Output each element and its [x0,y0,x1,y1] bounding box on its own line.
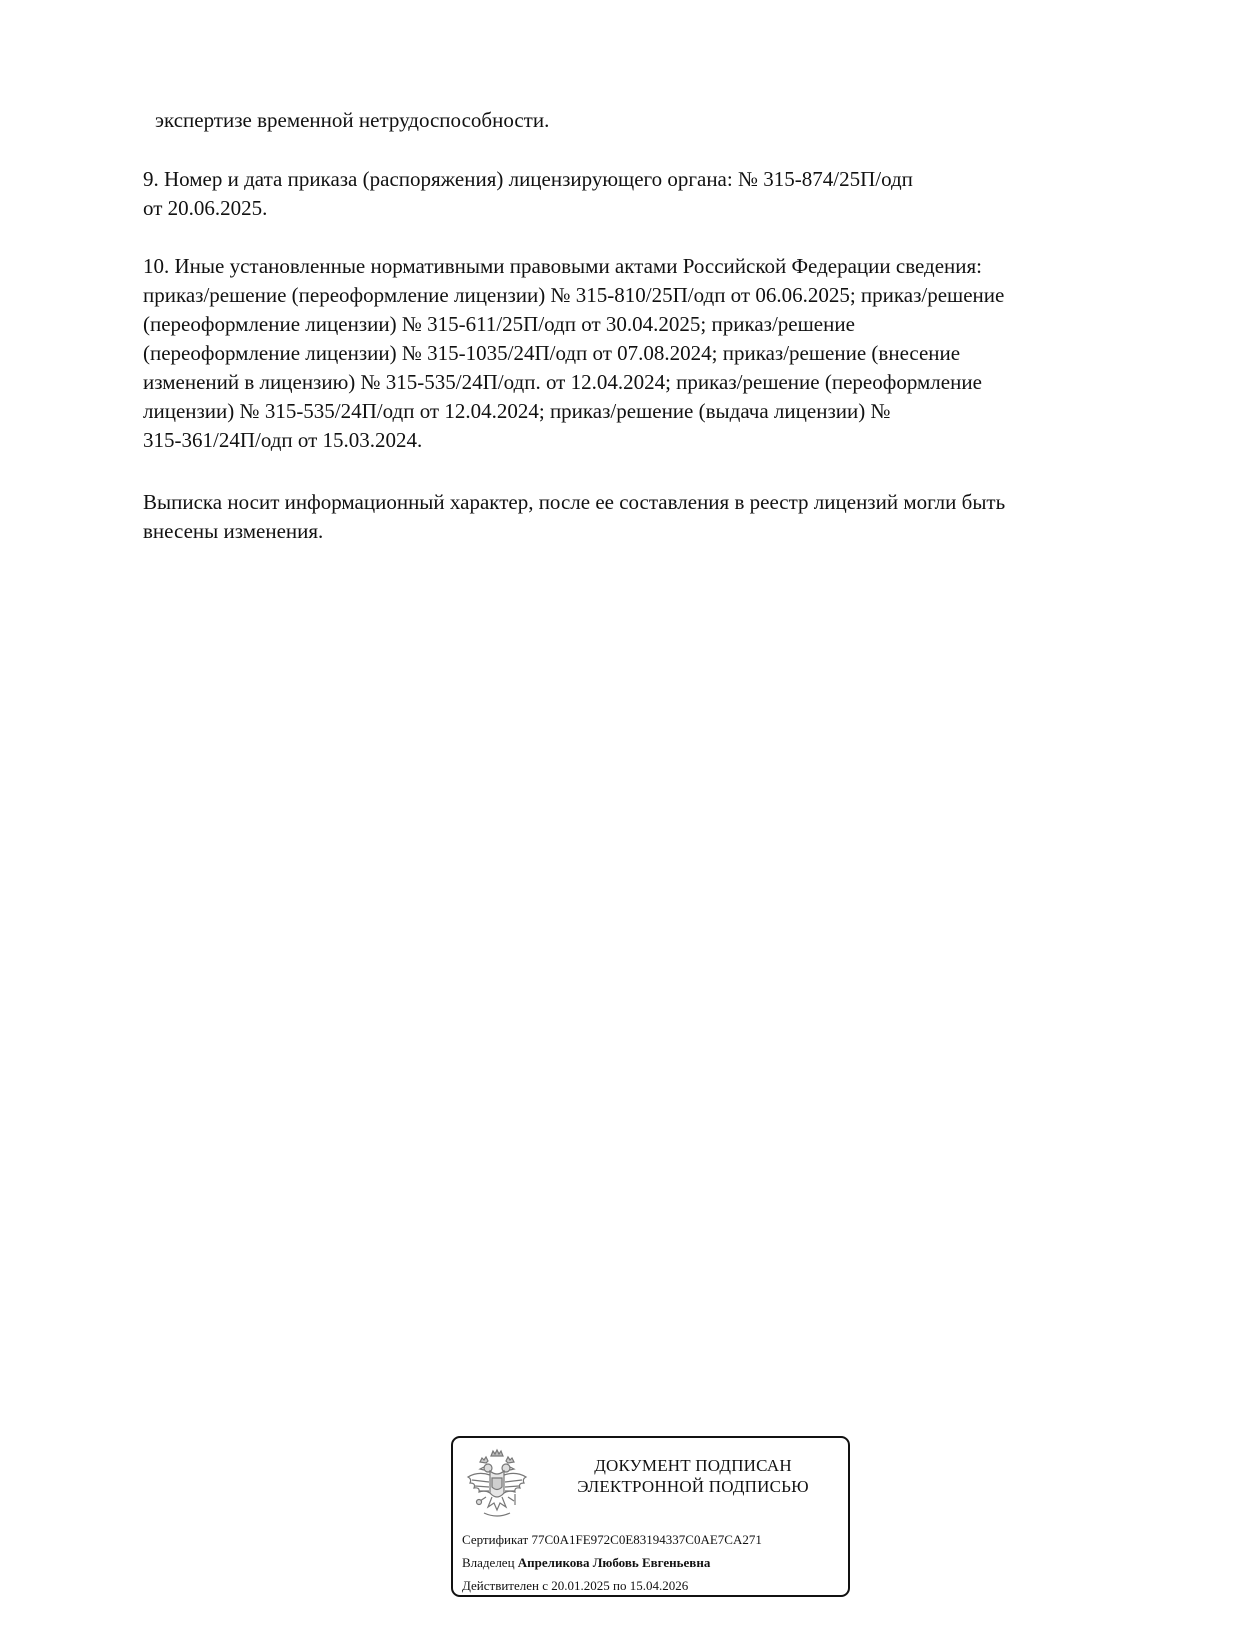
item-10-line-4: (переоформление лицензии) № 315-1035/24П/одп от 07.08.2024; приказ/решение (внесение [143,341,961,365]
item-10-paragraph [143,252,1143,455]
owner-name: Апреликова Любовь Евгеньевна [517,1555,711,1570]
item-10-line-5: изменений в лицензию) № 315-535/24П/одп. от 12.04.2024; приказ/решение (переоформление [143,370,982,394]
item-9-line-2: от 20.06.2025. [143,196,268,220]
russian-coat-of-arms-icon [464,1447,530,1525]
item-10-line-3: (переоформление лицензии) № 315-611/25П/одп от 30.04.2025; приказ/решение [143,312,855,336]
item-9-paragraph [143,165,1143,223]
item-10-line-1: 10. Иные установленные нормативными правовыми актами Российской Федерации сведения: [143,254,983,278]
certificate-value: 77C0A1FE972C0E83194337C0AE7CA271 [531,1532,762,1547]
note-line-2: внесены изменения. [143,519,324,543]
signature-title-line-1: ДОКУМЕНТ ПОДПИСАН [594,1456,792,1475]
validity-text: Действителен с 20.01.2025 по 15.04.2026 [462,1578,689,1593]
note-line-1: Выписка носит информационный характер, после ее составления в реестр лицензий могли быть [143,490,1006,514]
owner-row [462,1555,710,1571]
certificate-label: Сертификат [462,1532,529,1547]
signature-title [543,1455,843,1497]
item-10-line-6: лицензии) № 315-535/24П/одп от 12.04.2024; приказ/решение (выдача лицензии) № [143,399,891,423]
information-note [143,488,1143,546]
electronic-signature-stamp [451,1436,850,1597]
signature-title-line-2: ЭЛЕКТРОННОЙ ПОДПИСЬЮ [577,1477,809,1496]
item-9-line-1: 9. Номер и дата приказа (распоряжения) лицензирующего органа: № 315-874/25П/одп [143,167,913,191]
item-10-line-7: 315-361/24П/одп от 15.03.2024. [143,428,423,452]
continued-line: экспертизе временной нетрудоспособности. [155,108,550,132]
validity-row [462,1578,688,1594]
continued-paragraph [143,106,1155,135]
certificate-row [462,1532,762,1548]
owner-label: Владелец [462,1555,515,1570]
item-10-line-2: приказ/решение (переоформление лицензии) № 315-810/25П/одп от 06.06.2025; приказ/решение [143,283,1005,307]
